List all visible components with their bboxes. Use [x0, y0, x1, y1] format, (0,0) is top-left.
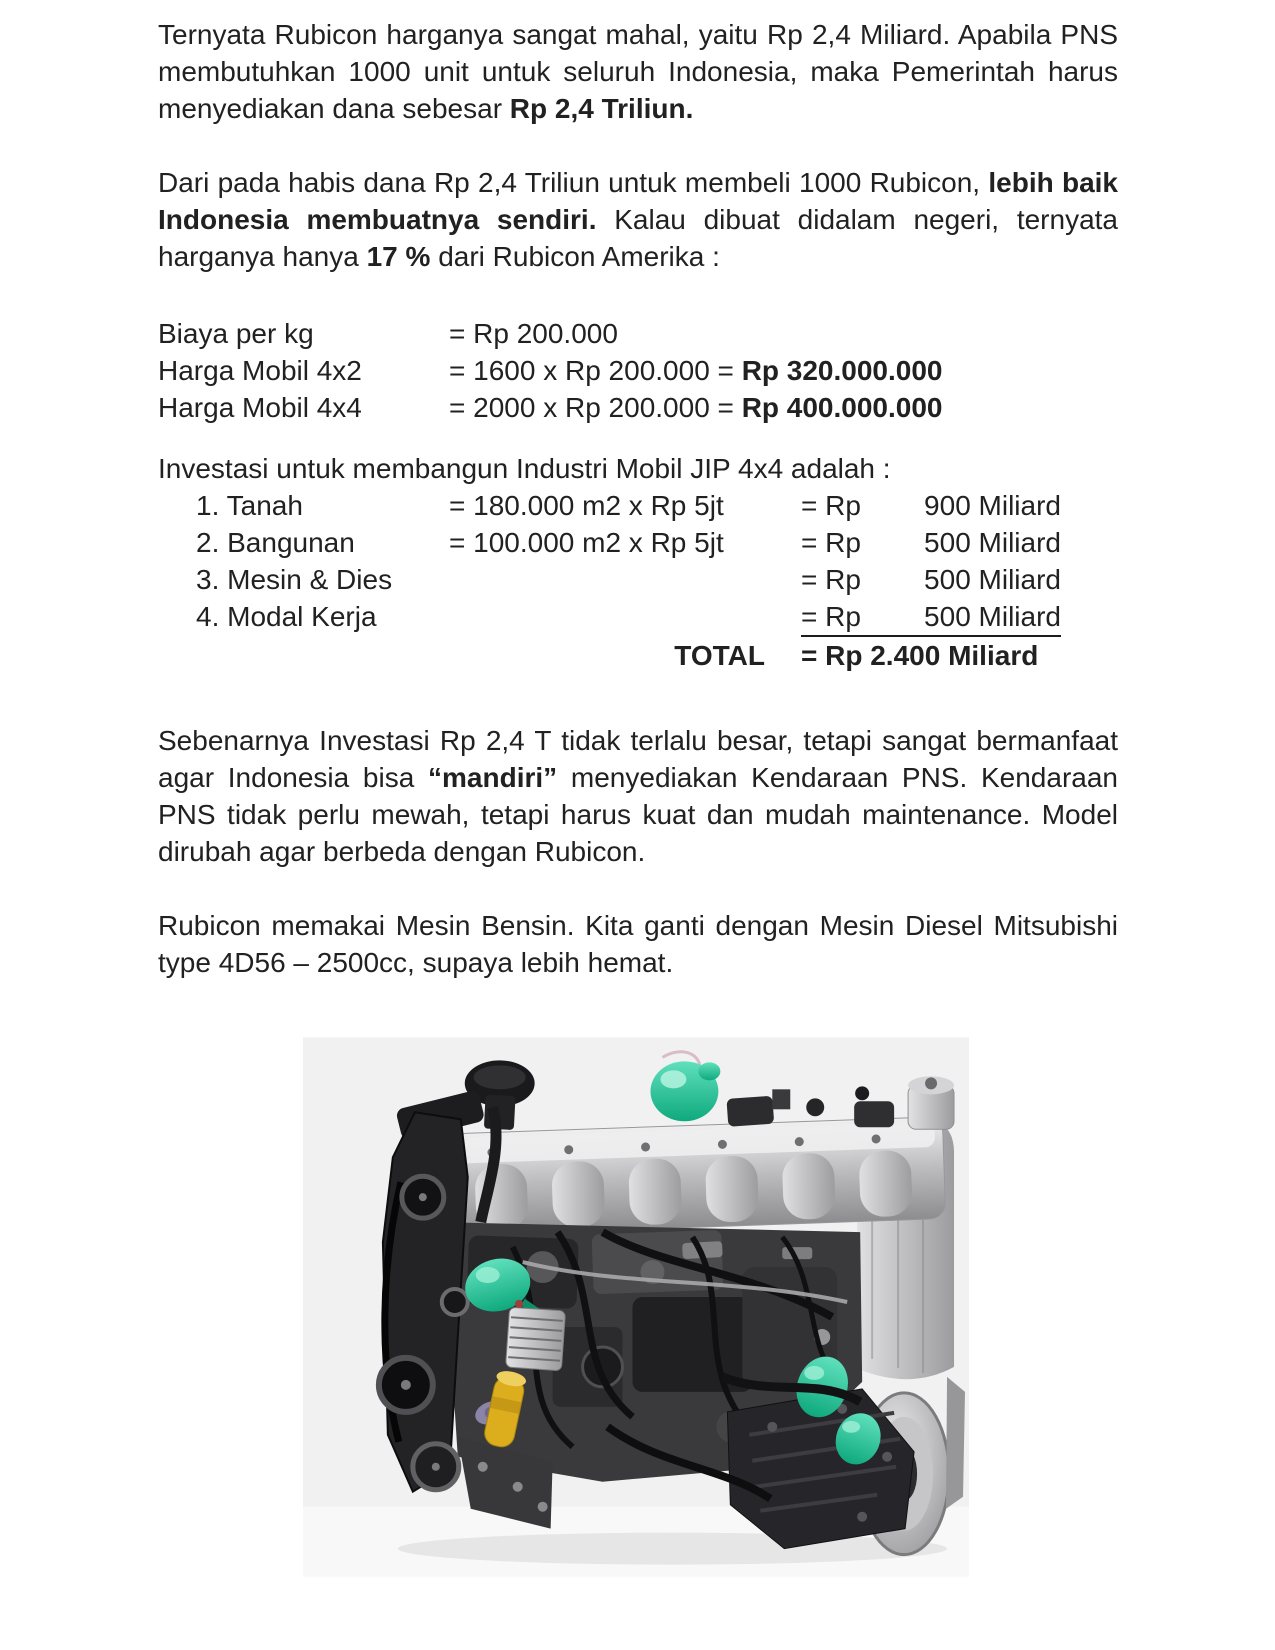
row-expr: [449, 561, 801, 598]
engine-photo: [303, 1037, 969, 1577]
row-label: Biaya per kg: [158, 318, 314, 349]
investment-table: [158, 450, 1118, 674]
paragraph-mesin-diesel: [158, 907, 1118, 981]
row-eq: = Rp: [801, 527, 861, 558]
row-label: 4. Modal Kerja: [196, 601, 377, 632]
paragraph-text: Rubicon memakai Mesin Bensin. Kita ganti dengan Mesin Diesel Mitsubishi type 4D56 – 2500cc, supaya lebih hemat.: [158, 910, 1118, 978]
table-row: [158, 524, 1118, 561]
engine-figure: [303, 1037, 969, 1577]
paragraph-text: Kalau dibuat didalam negeri, ternyata harganya hanya: [158, 204, 1118, 272]
row-label: 2. Bangunan: [196, 527, 355, 558]
bold-total-dana: Rp 2,4 Triliun.: [509, 93, 694, 124]
bold-lebih-baik: lebih baik Indonesia membuatnya sendiri.: [158, 167, 1118, 235]
paragraph-buat-sendiri: [158, 164, 1118, 275]
row-expr: [449, 598, 801, 637]
row-value: [449, 389, 1118, 426]
total-row: [158, 637, 1118, 674]
table-row: [158, 598, 1118, 637]
paragraph-harga-rubicon: [158, 16, 1118, 127]
total-value: = Rp 2.400 Miliard: [801, 640, 1039, 671]
bold-mandiri: “mandiri”: [428, 762, 558, 793]
table-row: [158, 487, 1118, 524]
paragraph-investasi-manfaat: [158, 722, 1118, 870]
row-eq: = Rp: [801, 564, 861, 595]
table-row: [158, 389, 1118, 426]
table-row: [158, 561, 1118, 598]
paragraph-text: Ternyata Rubicon harganya sangat mahal, yaitu Rp 2,4 Miliard. Apabila PNS membutuhkan 1000 unit untuk seluruh Indonesia, maka Pemerintah harus menyediakan dana sebesar: [158, 19, 1118, 124]
row-eq: = Rp: [801, 490, 861, 521]
row-result: Rp 400.000.000: [741, 392, 943, 423]
paragraph-text: dari Rubicon Amerika :: [430, 241, 720, 272]
row-amount-group: [801, 487, 1061, 524]
price-table: [158, 315, 1118, 426]
table-row: [158, 352, 1118, 389]
row-result: Rp 320.000.000: [741, 355, 943, 386]
investment-heading: Investasi untuk membangun Industri Mobil JIP 4x4 adalah :: [158, 453, 891, 484]
total-label: TOTAL: [674, 640, 765, 671]
row-expr: = 1600 x Rp 200.000 =: [449, 355, 742, 386]
row-label: 1. Tanah: [196, 490, 303, 521]
row-amount: 900 Miliard: [924, 490, 1061, 521]
paragraph-text: menyediakan Kendaraan PNS. Kendaraan PNS tidak perlu mewah, tetapi harus kuat dan mudah maintenance. Model dirubah agar berbeda dengan Rubicon.: [158, 762, 1118, 867]
row-amount-group: [801, 524, 1061, 561]
row-label: Harga Mobil 4x4: [158, 392, 362, 423]
row-expr: = 2000 x Rp 200.000 =: [449, 392, 742, 423]
paragraph-text: Sebenarnya Investasi Rp 2,4 T tidak terlalu besar, tetapi sangat bermanfaat agar Indonesia bisa: [158, 725, 1118, 793]
row-eq: = Rp: [801, 601, 861, 632]
row-amount: 500 Miliard: [924, 527, 1061, 558]
row-label: 3. Mesin & Dies: [196, 564, 393, 595]
row-expr: = Rp 200.000: [449, 318, 618, 349]
row-amount-group: [801, 598, 1061, 637]
row-amount: 500 Miliard: [924, 564, 1061, 595]
row-expr: = 100.000 m2 x Rp 5jt: [449, 527, 724, 558]
row-amount-group: [801, 561, 1061, 598]
row-expr: = 180.000 m2 x Rp 5jt: [449, 490, 724, 521]
table-row: [158, 315, 1118, 352]
bold-17-persen: 17 %: [366, 241, 431, 272]
row-amount: 500 Miliard: [924, 601, 1061, 632]
row-label: Harga Mobil 4x2: [158, 355, 362, 386]
row-value: [449, 315, 1118, 352]
spacer: [158, 637, 449, 674]
paragraph-text: Dari pada habis dana Rp 2,4 Triliun untuk membeli 1000 Rubicon,: [158, 167, 989, 198]
row-value: [449, 352, 1118, 389]
